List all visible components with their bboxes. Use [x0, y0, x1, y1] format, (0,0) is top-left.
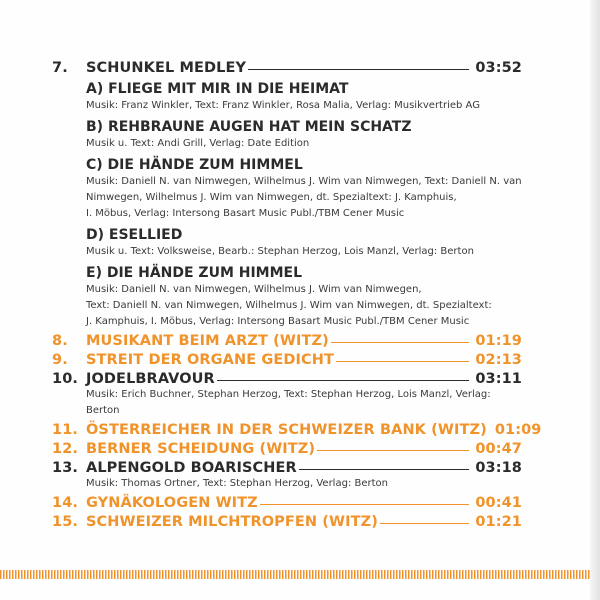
track-10: [52, 371, 522, 419]
track-duration: 00:41: [475, 495, 522, 511]
track-8: [52, 333, 522, 349]
track-header: [52, 371, 522, 387]
track-number: 10.: [52, 371, 78, 387]
track-duration: 01:19: [475, 333, 522, 349]
medley-part-title: A) FLIEGE MIT MIR IN DIE HEIMAT: [86, 81, 349, 97]
track-duration: 03:18: [475, 460, 522, 476]
track-13: [52, 460, 522, 492]
track-title: SCHUNKEL MEDLEY: [86, 60, 247, 76]
track-header: [52, 495, 522, 511]
medley-part-a: [86, 81, 522, 114]
decorative-stripe-border: [0, 570, 590, 579]
track-duration: 01:21: [475, 514, 522, 530]
track-7: [52, 60, 522, 330]
credit-line: Musik: Franz Winkler, Text: Franz Winkler, Rosa Malia, Verlag: Musikvertrieb AG: [86, 100, 480, 111]
track-number: 7.: [52, 60, 68, 76]
medley-part-title: E) DIE HÄNDE ZUM HIMMEL: [86, 265, 303, 281]
track-duration: 01:09: [494, 422, 542, 438]
track-duration: 03:52: [475, 60, 522, 76]
track-title: BERNER SCHEIDUNG (WITZ): [86, 441, 316, 457]
track-number: 12.: [52, 441, 78, 457]
track-duration: 00:47: [475, 441, 522, 457]
track-9: [52, 352, 522, 368]
track-14: [52, 495, 522, 511]
track-title: JODELBRAVOUR: [86, 371, 215, 387]
track-header: [52, 422, 542, 438]
credit-line: Musik: Thomas Ortner, Text: Stephan Herzog, Verlag: Berton: [86, 478, 388, 489]
credit-line: I. Möbus, Verlag: Intersong Basart Music Publ./TBM Cener Music: [86, 208, 405, 219]
leader-line: [260, 494, 470, 505]
medley-part-d: [86, 227, 522, 260]
credit-line: Musik: Daniell N. van Nimwegen, Wilhelmus J. Wim van Nimwegen,: [86, 284, 422, 295]
track-header: [52, 441, 522, 457]
track-title: MUSIKANT BEIM ARZT (WITZ): [86, 333, 329, 349]
track-number: 8.: [52, 333, 68, 349]
leader-line: [217, 370, 470, 381]
track-number: 9.: [52, 352, 68, 368]
track-11: [52, 422, 542, 438]
track-number: 11.: [52, 422, 78, 438]
track-title: GYNÄKOLOGEN WITZ: [86, 495, 258, 511]
track-title: STREIT DER ORGANE GEDICHT: [86, 352, 335, 368]
track-header: [52, 352, 522, 368]
leader-line: [317, 440, 469, 451]
credit-line: Text: Daniell N. van Nimwegen, Wilhelmus J. Wim van Nimwegen, dt. Spezialtext:: [86, 300, 492, 311]
credit-line: Nimwegen, Wilhelmus J. Wim van Nimwegen, dt. Spezialtext: J. Kamphuis,: [86, 192, 457, 203]
leader-line: [299, 459, 470, 470]
page-edge-shadow: [590, 0, 600, 600]
track-number: 14.: [52, 495, 78, 511]
credit-line: Musik u. Text: Volksweise, Bearb.: Stephan Herzog, Lois Manzl, Verlag: Berton: [86, 246, 474, 257]
medley-part-c: [86, 157, 522, 222]
medley-part-title: C) DIE HÄNDE ZUM HIMMEL: [86, 157, 303, 173]
track-credits: [86, 476, 522, 492]
track-12: [52, 441, 522, 457]
medley-part-title: D) ESELLIED: [86, 227, 183, 243]
track-header: [52, 460, 522, 476]
track-header: [52, 60, 522, 76]
leader-line: [380, 513, 469, 524]
leader-line: [248, 59, 469, 70]
credit-line: Musik: Erich Buchner, Stephan Herzog, Text: Stephan Herzog, Lois Manzl, Verlag: Berton: [86, 389, 491, 416]
track-duration: 03:11: [475, 371, 522, 387]
track-title: SCHWEIZER MILCHTROPFEN (WITZ): [86, 514, 378, 530]
track-duration: 02:13: [475, 352, 522, 368]
credit-line: J. Kamphuis, I. Möbus, Verlag: Intersong Basart Music Publ./TBM Cener Music: [86, 316, 470, 327]
leader-line: [331, 332, 470, 343]
track-header: [52, 333, 522, 349]
track-number: 13.: [52, 460, 78, 476]
medley-part-b: [86, 119, 522, 152]
track-credits: [86, 387, 522, 419]
medley-part-e: [86, 265, 522, 330]
medley-part-title: B) REHBRAUNE AUGEN HAT MEIN SCHATZ: [86, 119, 412, 135]
leader-line: [336, 351, 469, 362]
credit-line: Musik: Daniell N. van Nimwegen, Wilhelmus J. Wim van Nimwegen, Text: Daniell N. van: [86, 176, 522, 187]
credit-line: Musik u. Text: Andi Grill, Verlag: Date Edition: [86, 138, 310, 149]
tracklist: [52, 60, 542, 530]
track-header: [52, 514, 522, 530]
track-title: ÖSTERREICHER IN DER SCHWEIZER BANK (WITZ): [86, 422, 487, 438]
track-title: ALPENGOLD BOARISCHER: [86, 460, 297, 476]
track-number: 15.: [52, 514, 78, 530]
track-15: [52, 514, 522, 530]
